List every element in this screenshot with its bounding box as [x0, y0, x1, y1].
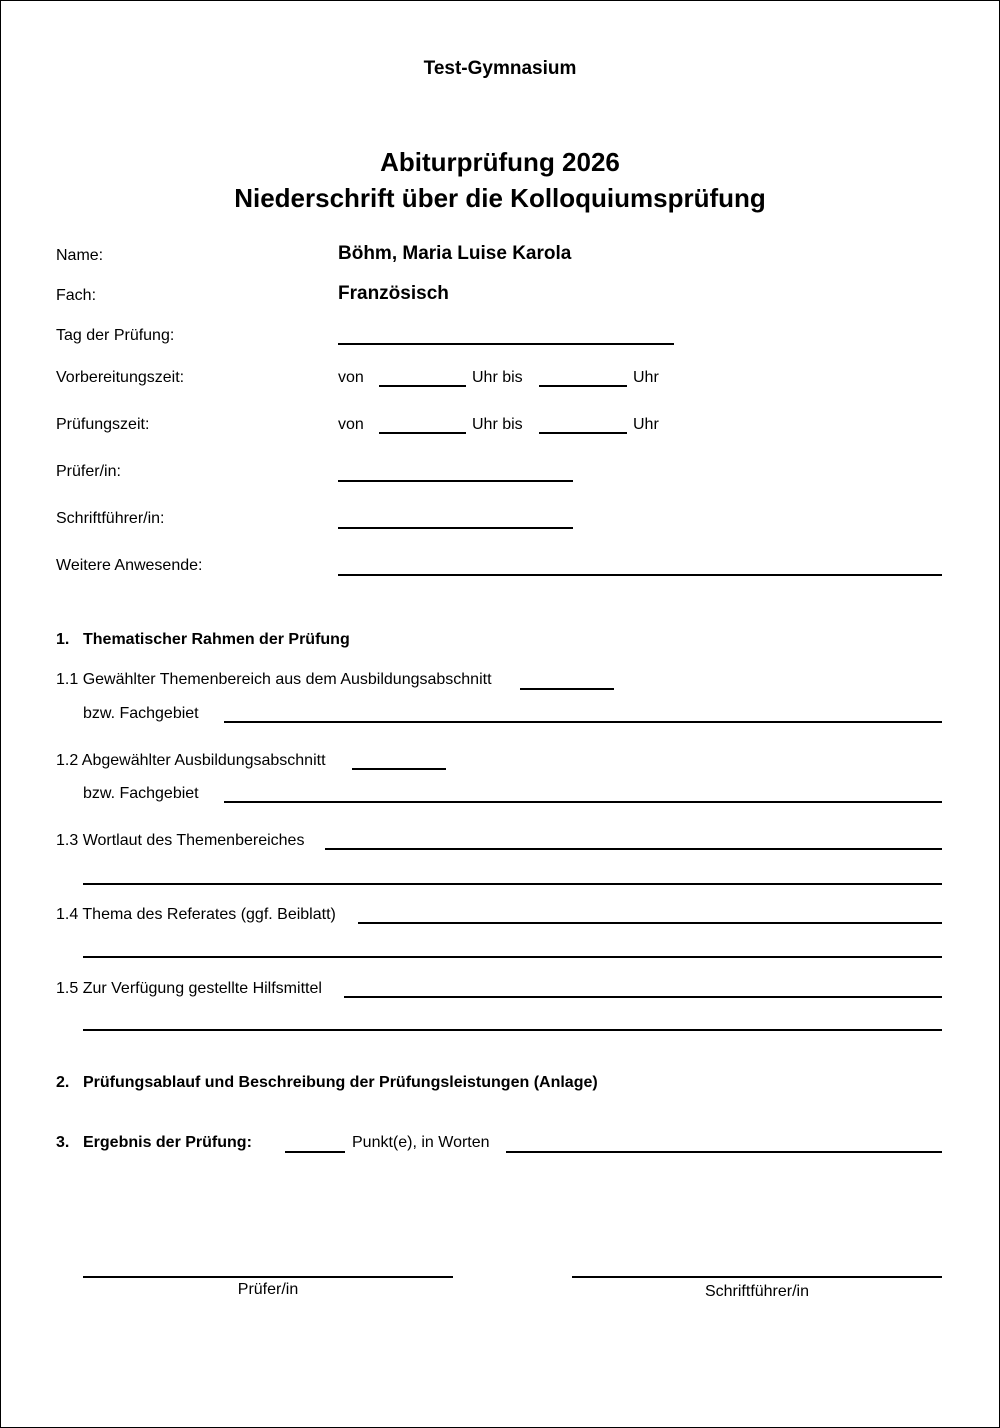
exam-date-label: Tag der Prüfung: — [56, 327, 175, 344]
exam-clock-label: Uhr — [633, 416, 659, 433]
exam-end-field[interactable] — [539, 432, 627, 434]
item-1-4-field-continued[interactable] — [83, 956, 942, 958]
exam-clock-to-label: Uhr bis — [472, 416, 523, 433]
item-1-1-field[interactable] — [520, 688, 614, 690]
subject-label: Fach: — [56, 287, 97, 304]
exam-from-label: von — [338, 416, 364, 433]
item-1-2-subject-field[interactable] — [224, 801, 942, 803]
document-subtitle: Niederschrift über die Kolloquiumsprüfung — [234, 183, 766, 213]
item-1-4-label: 1.4 Thema des Referates (ggf. Beiblatt) — [56, 906, 336, 923]
section-2-number: 2. — [56, 1074, 70, 1091]
points-in-words-field[interactable] — [506, 1151, 942, 1153]
examiner-signature-line[interactable] — [83, 1276, 453, 1278]
item-1-3-label: 1.3 Wortlaut des Themenbereiches — [56, 832, 305, 849]
item-1-5-field-continued[interactable] — [83, 1029, 942, 1031]
recorder-label: Schriftführer/in: — [56, 510, 165, 527]
subject-value: Französisch — [338, 283, 449, 304]
prep-start-field[interactable] — [379, 385, 466, 387]
examiner-signature-label: Prüfer/in — [237, 1281, 299, 1298]
prep-clock-to-label: Uhr bis — [472, 369, 523, 386]
exam-start-field[interactable] — [379, 432, 466, 434]
exam-date-field[interactable] — [338, 343, 674, 345]
item-1-1-subject-field[interactable] — [224, 721, 942, 723]
item-1-1-subject-label: bzw. Fachgebiet — [83, 705, 199, 722]
prep-from-label: von — [338, 369, 364, 386]
points-in-words-label: Punkt(e), in Worten — [352, 1134, 490, 1151]
prep-time-label: Vorbereitungszeit: — [56, 369, 185, 386]
section-3-title: Ergebnis der Prüfung: — [83, 1134, 252, 1151]
item-1-1-label: 1.1 Gewählter Themenbereich aus dem Ausbildungsabschnitt — [56, 671, 492, 688]
item-1-5-label: 1.5 Zur Verfügung gestellte Hilfsmittel — [56, 980, 322, 997]
item-1-5-field[interactable] — [344, 996, 942, 998]
exam-time-label: Prüfungszeit: — [56, 416, 150, 433]
item-1-2-field[interactable] — [352, 768, 446, 770]
school-name: Test-Gymnasium — [423, 58, 577, 79]
examiner-label: Prüfer/in: — [56, 463, 121, 480]
section-1-number: 1. — [56, 631, 70, 648]
item-1-3-field-continued[interactable] — [83, 883, 942, 885]
prep-clock-label: Uhr — [633, 369, 659, 386]
recorder-signature-line[interactable] — [572, 1276, 942, 1278]
item-1-2-label: 1.2 Abgewählter Ausbildungsabschnitt — [56, 752, 326, 769]
points-field[interactable] — [285, 1151, 345, 1153]
item-1-3-field[interactable] — [325, 848, 942, 850]
section-3-number: 3. — [56, 1134, 70, 1151]
name-value: Böhm, Maria Luise Karola — [338, 243, 572, 264]
recorder-signature-label: Schriftführer/in — [704, 1283, 810, 1300]
name-label: Name: — [56, 247, 104, 264]
section-1-title: Thematischer Rahmen der Prüfung — [83, 631, 350, 648]
section-2-title: Prüfungsablauf und Beschreibung der Prüfungsleistungen (Anlage) — [83, 1074, 598, 1091]
examiner-field[interactable] — [338, 480, 573, 482]
recorder-field[interactable] — [338, 527, 573, 529]
item-1-2-subject-label: bzw. Fachgebiet — [83, 785, 199, 802]
others-present-field[interactable] — [338, 574, 942, 576]
item-1-4-field[interactable] — [358, 922, 942, 924]
document-title: Abiturprüfung 2026 — [380, 147, 620, 177]
others-present-label: Weitere Anwesende: — [56, 557, 203, 574]
prep-end-field[interactable] — [539, 385, 627, 387]
